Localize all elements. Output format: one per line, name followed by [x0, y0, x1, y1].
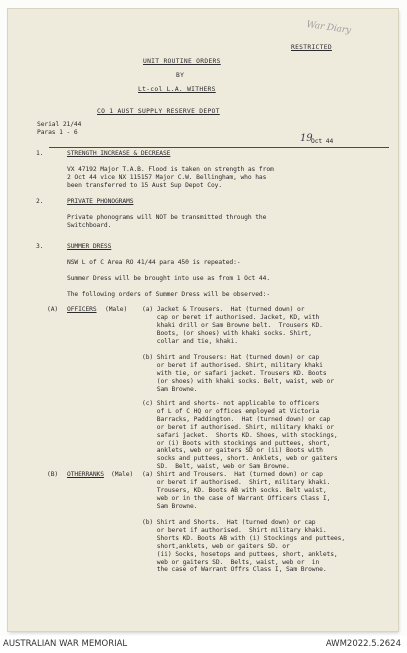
handwritten-date: 19 [300, 133, 313, 144]
accession-number: AWM2022.5.2624 [325, 639, 401, 649]
footer-bar [0, 636, 407, 653]
unit-line: CO 1 AUST SUPPLY RESERVE DEPOT [97, 108, 220, 115]
dress-order-item: (b) Shirt and Shorts. Hat (turned down) or cap or beret if authorised. Shirt military khaki. Shorts KD. Boots AB with (i) Stockings and puttees, short,anklets, web or gaiters SD. or (ii) Socks, hosetops and puttees, short, anklets, web or gaiters SD. Belts, waist, web or in the case of Warrant Offrs Class I, Sam Browne. [142, 519, 346, 574]
author-line: Lt-col L.A. WITHERS [138, 86, 216, 93]
collection-name: AUSTRALIAN WAR MEMORIAL [3, 639, 128, 649]
heading-rule [49, 147, 389, 148]
pencil-annotation: War Diary [305, 19, 352, 37]
section-body: VX 47192 Major T.A.B. Flood is taken on strength as from 2 Oct 44 vice NX 115157 Major C.W. Bellingham, who has been transferred to 15 Aust Sup Depot Coy. [67, 166, 274, 189]
classification-label: RESTRICTED [291, 44, 332, 51]
serial-number: Serial 21/44 [37, 121, 82, 128]
subsection-letter: (A) [47, 306, 59, 313]
subsection-label: OFFICERS [67, 306, 97, 313]
by-line: BY [176, 72, 185, 79]
dress-order-item: (a) Shirt and Trousers. Hat (turned down) or cap or beret if authorised. Shirt, military khaki. Trousers, KD. Boots AB with socks. Belt waist, web or in the case of Warrant Officers Class I, Sam Browne. [142, 471, 331, 510]
section-intro: NSW L of C Area RO 41/44 para 450 is repeated:- [67, 259, 241, 266]
section-number: 2. [36, 198, 44, 205]
section-line: The following orders of Summer Dress will be observed:- [67, 291, 271, 298]
dress-order-item: (a) Jacket & Trousers. Hat (turned down) or cap or beret if authorised. Jacket, KD, with khaki drill or Sam Browne belt. Trousers KD. Boots, (or shoes) with khaki socks. Shirt, collar and tie, khaki. [142, 306, 323, 345]
section-number: 3. [36, 243, 44, 250]
document-title: UNIT ROUTINE ORDERS [143, 58, 221, 65]
dress-order-item: (c) Shirt and shorts- not applicable to officers of L of C HQ or offices employed at Victoria Barracks, Paddington. Hat (turned down) or cap or beret if authorised. Shirt, military khaki or safari jacket. Shorts KD. Shoes, with stockings, or (i) Boots with stockings and puttees, short, anklets, web or gaiters SD or (ii) Boots with socks and puttees, short. Anklets, web or gaiters SD. Belt, waist, web or Sam Browne. [142, 400, 338, 471]
section-body: Private phonograms will NOT be transmitted through the Switchboard. [67, 214, 267, 229]
section-heading: STRENGTH INCREASE & DECREASE [67, 150, 171, 157]
dress-order-item: (b) Shirt and Trousers: Hat (turned down) or cap or beret if authorised. Shirt, military khaki with tie, or safari jacket. Trousers KD. Boots (or shoes) with khaki socks. Belt, waist, web or Sam Browne. [142, 354, 334, 393]
subsection-letter: (B) [47, 471, 59, 478]
paras-range: Paras 1 - 6 [37, 129, 78, 136]
subsection-qualifier: (Male) [105, 306, 128, 313]
section-number: 1. [36, 150, 44, 157]
section-heading: SUMMER DRESS [67, 243, 112, 250]
document-page [8, 9, 398, 631]
section-heading: PRIVATE PHONOGRAMS [67, 198, 134, 205]
date-suffix: Oct 44 [311, 138, 334, 145]
subsection-label: OTHERRANKS [67, 471, 104, 478]
section-line: Summer Dress will be brought into use as from 1 Oct 44. [67, 275, 271, 282]
subsection-qualifier: (Male) [111, 471, 134, 478]
